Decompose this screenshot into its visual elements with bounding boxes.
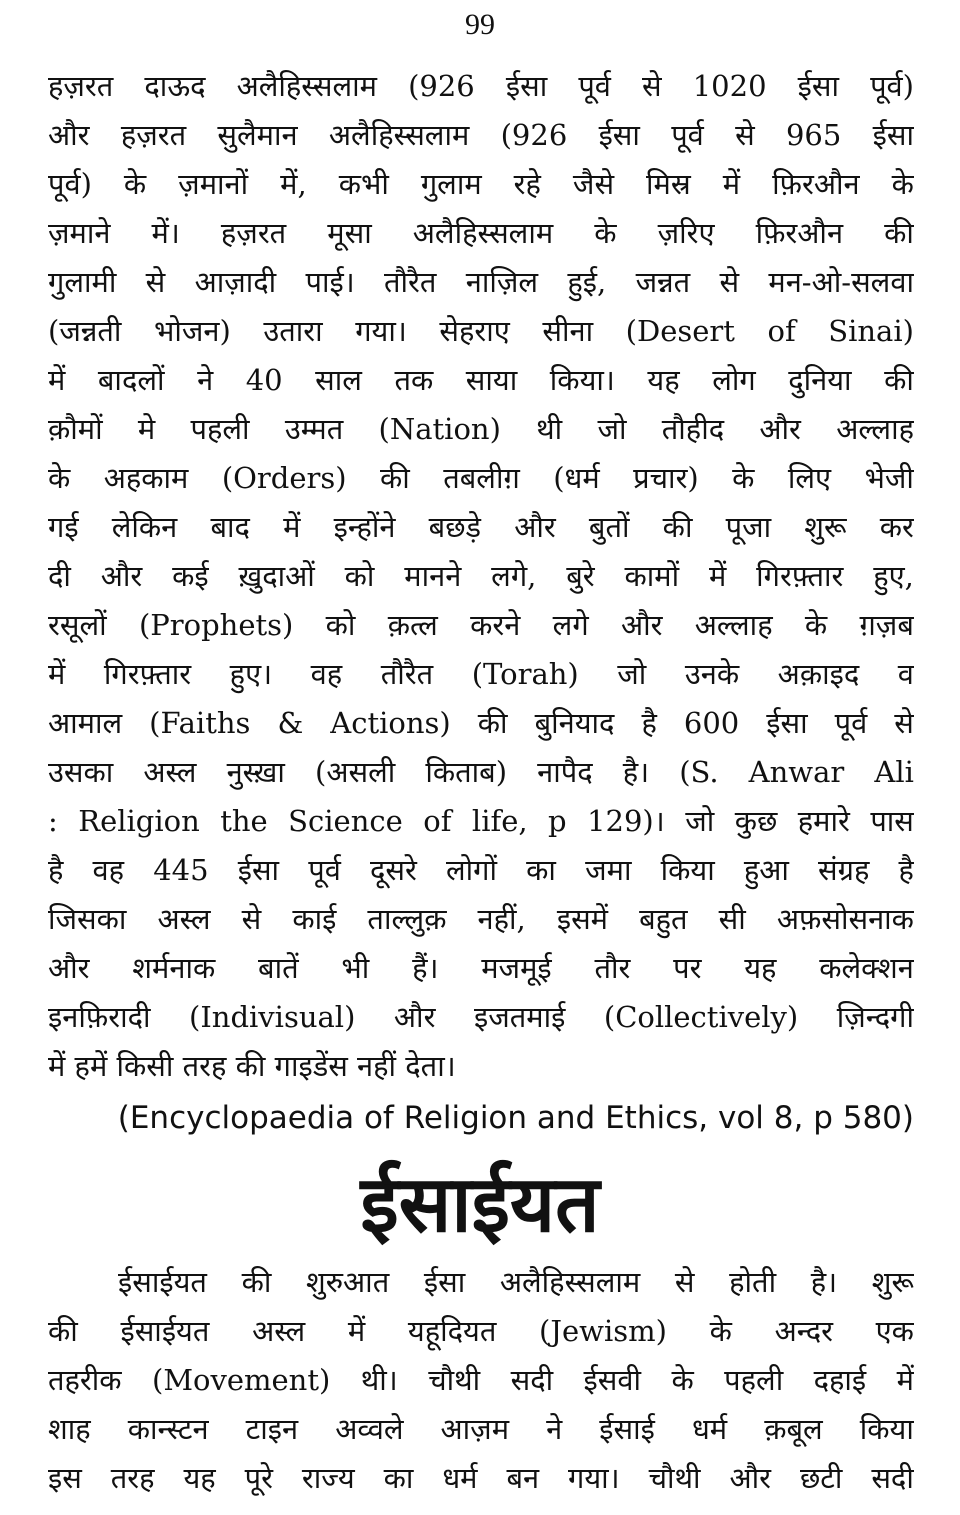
word: बादलों [97, 363, 165, 397]
word: बातें [258, 951, 299, 985]
word: इजतमाई [473, 1000, 566, 1034]
word: उम्मत [284, 412, 344, 446]
word: इसमें [556, 902, 609, 936]
text-line [48, 850, 914, 899]
word: और [729, 1461, 772, 1495]
text-line [48, 1360, 914, 1409]
word: क़त्ल [387, 608, 438, 642]
word: ज़मानों [178, 167, 249, 201]
word: (असली [315, 755, 396, 789]
word: लिए [787, 461, 832, 495]
word: में [347, 1314, 366, 1348]
word: और [759, 412, 801, 446]
word: सुलैमान [217, 118, 298, 152]
word: और [393, 1000, 436, 1034]
word: एक [875, 1314, 914, 1348]
word: अस्ल [157, 902, 211, 936]
word: (जन्नती [48, 314, 122, 348]
page-number: 99 [465, 8, 495, 41]
word: पूर्व) [48, 167, 92, 201]
word: तौहीद [661, 412, 725, 446]
word: ईसाई [599, 1412, 655, 1446]
text-line: में हमें किसी तरह की गाइडेंस नहीं देता। [48, 1049, 456, 1083]
word: मानने [404, 559, 462, 593]
word: की [884, 216, 914, 250]
word: धर्म [691, 1412, 728, 1446]
word: ग़ज़ब [859, 608, 914, 642]
word: लगे [552, 608, 589, 642]
word: यह [744, 951, 777, 985]
word: हैं। [412, 951, 439, 985]
word: का [526, 853, 556, 887]
word: को [344, 559, 375, 593]
word: ईसाईयत [118, 1265, 207, 1299]
word: लोग [712, 363, 756, 397]
word: जो [685, 804, 715, 838]
word: की [48, 1314, 78, 1348]
word: बाद [210, 510, 250, 544]
word: of [767, 314, 796, 348]
word: फ़िरऔन [772, 167, 860, 201]
word: : [48, 804, 58, 838]
word: ईसा [505, 69, 548, 103]
word: क़ौमों [48, 412, 103, 446]
word: पहली [724, 1363, 784, 1397]
word: वह [92, 853, 125, 887]
word: प्रचार) [633, 461, 699, 495]
word: कुछ [734, 804, 778, 838]
word: पास [870, 804, 914, 838]
word: अव्वले [335, 1412, 404, 1446]
word: यह [183, 1461, 216, 1495]
word: धर्म [442, 1461, 478, 1495]
word: सी [718, 902, 746, 936]
word: हुए, [873, 559, 914, 593]
word: (Desert [625, 314, 735, 348]
word: में [896, 1363, 914, 1397]
text-line [48, 360, 914, 409]
word: जन्नत [635, 265, 691, 299]
word: तौरैत [380, 657, 434, 691]
word: उसका [48, 755, 114, 789]
word: की [884, 363, 914, 397]
word: नापैद [537, 755, 593, 789]
word: नुस्ख़ा [226, 755, 285, 789]
word: ईसा [766, 706, 808, 740]
word: अफ़सोसनाक [776, 902, 914, 936]
word: शर्मनाक [132, 951, 216, 985]
word: में। [151, 216, 180, 250]
word: (Indivisual) [189, 1000, 356, 1034]
word: है [898, 853, 914, 887]
word: ख़ुदाओं [238, 559, 315, 593]
word: भेजी [864, 461, 914, 495]
text-line [48, 556, 914, 605]
word: (S. [679, 755, 719, 789]
word: ईसा [797, 69, 839, 103]
word: ईसवी [583, 1363, 642, 1397]
word: ईसा [423, 1265, 466, 1299]
word: शुरू [871, 1265, 914, 1299]
word: से [145, 265, 166, 299]
word: (Torah) [471, 657, 579, 691]
word: आज़ादी [194, 265, 277, 299]
word: यहूदियत [407, 1314, 497, 1348]
word: रहे [513, 167, 541, 201]
word: 1020 [692, 69, 767, 103]
word: दाऊद [144, 69, 206, 103]
word: से [719, 265, 740, 299]
word: चौथी [648, 1461, 701, 1495]
word: पाई। [305, 265, 355, 299]
word: और [620, 608, 663, 642]
word: 600 [683, 706, 740, 740]
word: पूरे [244, 1461, 273, 1495]
word: (Nation) [378, 412, 501, 446]
word: मे [137, 412, 156, 446]
word: इन्होंने [333, 510, 396, 544]
word: 965 [785, 118, 842, 152]
word: तरह [110, 1461, 155, 1495]
word: शुरुआत [306, 1265, 390, 1299]
word: 445 [153, 853, 209, 887]
word: मन-ओ-सलवा [768, 265, 914, 299]
word: को [325, 608, 356, 642]
word: आमाल [48, 706, 123, 740]
word: किया [660, 853, 715, 887]
word: में [722, 167, 741, 201]
word: वह [310, 657, 343, 691]
word: अलैहिस्सलाम [236, 69, 377, 103]
word: ज़रिए [657, 216, 715, 250]
word: Actions) [330, 706, 451, 740]
text-line [48, 262, 914, 311]
word: हज़रत [48, 69, 114, 103]
word: टाइन [245, 1412, 299, 1446]
text-line [48, 164, 914, 213]
word: life, [471, 804, 528, 838]
word: लेकिन [111, 510, 178, 544]
text-line [48, 1311, 914, 1360]
word: हज़रत [120, 118, 187, 152]
word: तौर [594, 951, 631, 985]
text-line [48, 507, 914, 556]
word: गया। [568, 1461, 620, 1495]
word: में, [280, 167, 307, 201]
word: क़बूल [764, 1412, 823, 1446]
word: पूजा [725, 510, 772, 544]
text-line [48, 1458, 914, 1507]
word: थी। [360, 1363, 398, 1397]
word: (926 [500, 118, 568, 152]
word: के [709, 1314, 732, 1348]
word: राज्य [301, 1461, 355, 1495]
word: ज़िन्दगी [836, 1000, 914, 1034]
word: सीना [542, 314, 594, 348]
word: बन [506, 1461, 540, 1495]
word: में [48, 363, 66, 397]
word: (Prophets) [138, 608, 294, 642]
word: मजमूई [481, 951, 552, 985]
word: उतारा [263, 314, 323, 348]
word: (Collectively) [603, 1000, 799, 1034]
word: (Movement) [152, 1363, 331, 1397]
word: Religion [78, 804, 200, 838]
word: ने [546, 1412, 563, 1446]
word: की [241, 1265, 272, 1299]
word: 40 [245, 363, 283, 397]
word: के [123, 167, 147, 201]
word: भी [341, 951, 370, 985]
text-line [48, 458, 914, 507]
word: है [641, 706, 657, 740]
text-line [48, 409, 914, 458]
word: काई [292, 902, 337, 936]
word: (Orders) [221, 461, 347, 495]
word: ईसा [872, 118, 914, 152]
word: बुरे [566, 559, 595, 593]
word: कभी [338, 167, 389, 201]
word: साया [465, 363, 518, 397]
word: करने [470, 608, 521, 642]
word: पूर्व [578, 69, 611, 103]
text-line [48, 605, 914, 654]
word: सदी [510, 1363, 554, 1397]
word: पूर्व [671, 118, 704, 152]
word: अलैहिस्सलाम [328, 118, 470, 152]
word: दहाई [813, 1363, 867, 1397]
word: नाज़िल [465, 265, 539, 299]
word: साल [315, 363, 362, 397]
word: पर [673, 951, 702, 985]
word: ताल्लुक़ [367, 902, 447, 936]
word: अन्दर [774, 1314, 833, 1348]
word: रसूलों [48, 608, 107, 642]
word: Science [288, 804, 403, 838]
word: दूसरे [369, 853, 417, 887]
word: इनफ़िरादी [48, 1000, 151, 1034]
word: के [671, 1363, 694, 1397]
word: से [642, 69, 662, 103]
word: गई [48, 510, 79, 544]
word: पूर्व) [870, 69, 914, 103]
word: से [674, 1265, 695, 1299]
word: संग्रह [818, 853, 870, 887]
word: पूर्व [308, 853, 341, 887]
word: गिरफ़्तार [103, 657, 192, 691]
word: बहुत [639, 902, 688, 936]
text-line [48, 899, 914, 948]
word: अल्लाह [694, 608, 773, 642]
word: & [277, 706, 304, 740]
word: है [48, 853, 64, 887]
word: (926 [408, 69, 475, 103]
word: तौरैत [384, 265, 437, 299]
word: अक़ाइद [777, 657, 860, 691]
word: मिस्र [646, 167, 691, 201]
word: दुनिया [788, 363, 852, 397]
word: की [662, 510, 693, 544]
word: ईसा [598, 118, 640, 152]
word: अल्लाह [836, 412, 914, 446]
word: में [48, 657, 66, 691]
word: और [100, 559, 143, 593]
citation: (Encyclopaedia of Religion and Ethics, vol 8, p 580) [117, 1100, 914, 1136]
word: बछड़े [428, 510, 482, 544]
word: और [48, 951, 90, 985]
section-heading: ईसाईयत [360, 1160, 600, 1250]
word: इस [48, 1461, 82, 1495]
word: थी [536, 412, 563, 446]
word: पूर्व [834, 706, 868, 740]
word: बुतों [588, 510, 630, 544]
word: के [804, 608, 828, 642]
word: (Jewism) [539, 1314, 667, 1348]
word: और [48, 118, 90, 152]
text-line [48, 997, 914, 1046]
word: के [594, 216, 617, 250]
word: हुए। [229, 657, 273, 691]
word: शाह [48, 1412, 91, 1446]
word: the [220, 804, 268, 838]
word: किया [859, 1412, 914, 1446]
word: हमारे [797, 804, 850, 838]
word: व [897, 657, 914, 691]
word: (Faiths [149, 706, 251, 740]
word: और [514, 510, 556, 544]
word: of [423, 804, 452, 838]
text-line [48, 1409, 914, 1458]
word: तहरीक [48, 1363, 122, 1397]
word: भोजन) [153, 314, 231, 348]
word: से [241, 902, 262, 936]
word: में [708, 559, 727, 593]
word: किया। [549, 363, 615, 397]
word: तक [394, 363, 434, 397]
word: फ़िरऔन [755, 216, 844, 250]
word: आज़म [440, 1412, 510, 1446]
word: कई [172, 559, 209, 593]
word: जो [617, 657, 647, 691]
word: ईसाईयत [120, 1314, 210, 1348]
word: ज़माने [48, 216, 111, 250]
word: है। [622, 755, 650, 789]
word: हुआ [743, 853, 789, 887]
text-line [48, 654, 914, 703]
text-line [48, 213, 914, 262]
text-line [48, 703, 914, 752]
word: कलेक्शन [819, 951, 914, 985]
word: गुलाम [420, 167, 482, 201]
word: Ali [874, 755, 914, 789]
word: Sinai) [828, 314, 914, 348]
word: कर [879, 510, 914, 544]
text-line [48, 948, 914, 997]
text-line [48, 752, 914, 801]
word: ने [197, 363, 214, 397]
word: 129)। [587, 804, 665, 838]
word: (धर्म [553, 461, 600, 495]
word: का [383, 1461, 414, 1495]
word: से [894, 706, 914, 740]
word: अहकाम [103, 461, 189, 495]
text-line [48, 801, 914, 850]
word: दी [48, 559, 71, 593]
word: गिरफ़्तार [756, 559, 844, 593]
word: Anwar [748, 755, 845, 789]
word: सेहराए [439, 314, 510, 348]
word: अस्ल [252, 1314, 306, 1348]
word: में [283, 510, 301, 544]
word: किताब) [425, 755, 508, 789]
word: जैसे [572, 167, 615, 201]
word: शुरू [804, 510, 847, 544]
word: गया। [355, 314, 407, 348]
word: कान्स्टन [127, 1412, 209, 1446]
word: चौथी [428, 1363, 481, 1397]
text-line [48, 311, 914, 360]
word: की [379, 461, 410, 495]
word: होती [729, 1265, 777, 1299]
word: अस्ल [143, 755, 197, 789]
word: हुई, [567, 265, 607, 299]
word: जो [597, 412, 627, 446]
word: p [548, 804, 567, 838]
word: लगे, [491, 559, 537, 593]
word: जिसका [48, 902, 127, 936]
word: यह [647, 363, 680, 397]
word: के [48, 461, 71, 495]
word: तबलीग़ [443, 461, 520, 495]
word: जमा [585, 853, 632, 887]
word: है। [810, 1265, 838, 1299]
word: छटी [799, 1461, 843, 1495]
word: ईसा [237, 853, 280, 887]
word: अलैहिस्सलाम [412, 216, 554, 250]
word: कामों [624, 559, 680, 593]
word: सदी [871, 1461, 914, 1495]
word: हज़रत [220, 216, 287, 250]
paragraph-body [48, 66, 914, 1095]
word: से [735, 118, 755, 152]
section-paragraph [48, 1262, 914, 1507]
word: गुलामी [48, 265, 117, 299]
word: लोगों [445, 853, 497, 887]
word: उनके [684, 657, 740, 691]
word: मूसा [327, 216, 372, 250]
text-line [48, 115, 914, 164]
text-line [48, 1262, 914, 1311]
word: नहीं, [477, 902, 526, 936]
word: अलैहिस्सलाम [499, 1265, 641, 1299]
word: बुनियाद [534, 706, 615, 740]
word: के [891, 167, 914, 201]
word: के [732, 461, 755, 495]
word: की [477, 706, 508, 740]
text-line [48, 66, 914, 115]
word: पहली [190, 412, 250, 446]
